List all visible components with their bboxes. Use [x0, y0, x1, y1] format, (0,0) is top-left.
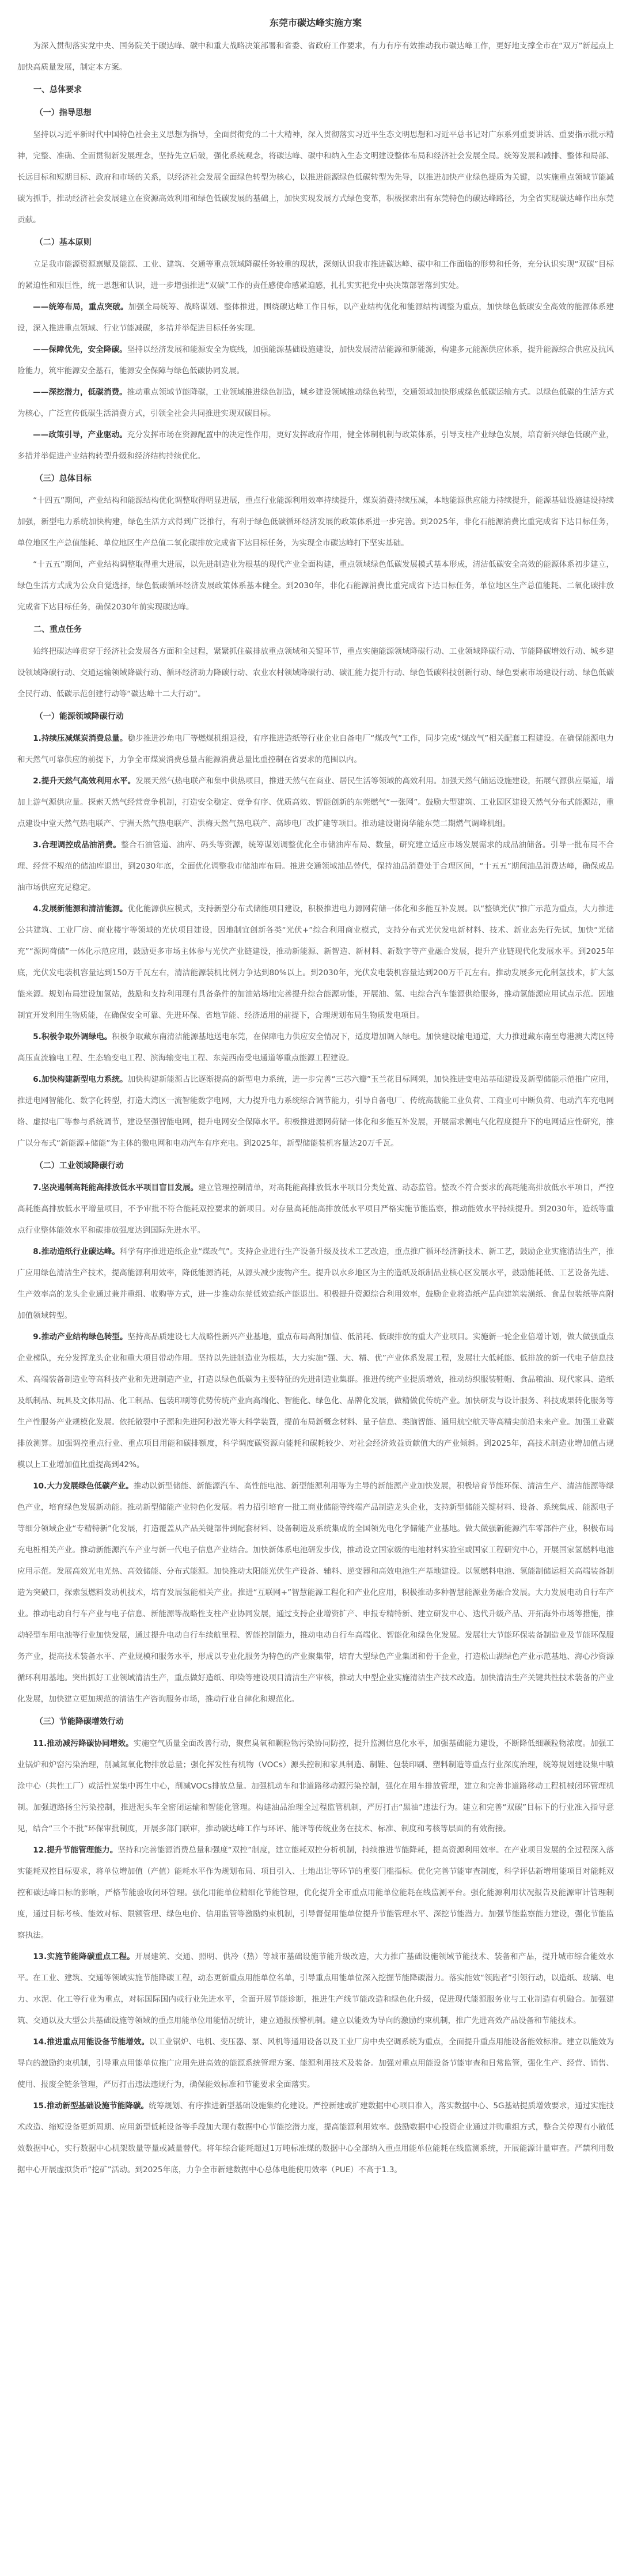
task-text: 推动以新型储能、新能源汽车、高性能电池、新型能源利用等为主导的新能源产业加快发展，积极培育节能环保、清洁生产、清洁能源等绿色产业，培育绿色发展新动能。推动新型储能产业特色化发展。着力招引培育一批工商业储能等终端产品制造龙头企业，支持新型储能关键材料、设备、系统集成、能源电子等细分领域企业“专精特新”化发展，打造覆盖从产品关键部件到配套材料、设备制造及系统集成的全国领先电化学储能产业基地。做大做强新能源汽车零部件产业，积极布局充电桩相关产业。推动新能源汽车产业与新一代电子信息产业结合。加快新体系电池研发步伐，推动设立国家级的电池材料实验室或国家工程研究中心，开展国家氢燃料电池应用示范。发展高效光电光热、高效储能、分布式能源。加快推动太阳能光伏生产设备、辅料、逆变器和高效电池生产基地建设。以氢燃料电池、氢能制储运相关高端装备制造为突破口，探索氢燃料发动机技术，培育发展氢能相关产业。推进“互联网+”智慧能源工程化和产业化应用，积极推动多种智慧能源业务融合发展。大力发展电动自行车产业。推动电动自行车产业与电子信息、新能源等战略性支柱产业协同发展，通过支持企业增资扩产、申报专精特新、建立研发中心、迭代升级产品、开拓海外市场等措施，推动轻型车用电池等行业加快发展，通过提升电动自行车续航里程、智能控制能力，推动电动自行车高端化、智能化和绿色化发展。发展壮大节能环保装备制造业及节能环保服务产业，提高技术装备水平、产业规模和服务水平，形成以专业化服务为特色的产业聚集带，培育大型绿色产业集团和骨干企业，打造松山湖绿色产业示范基地、海心沙资源循环利用基地。突出抓好工业领域清洁生产，重点做好造纸、印染等建设项目清洁生产审核，推动大中型企业实施清洁生产技术改造。加快清洁生产关键共性技术装备的产业化发展，加快建立更加规范的清洁生产咨询服务市场，推动行业自律化和规范化。 — [17, 1482, 614, 1704]
task-lead: 5.积极争取外调绿电。 — [33, 1032, 112, 1041]
principle-lead: ——统筹布局，重点突破。 — [33, 302, 128, 312]
task-lead: 12.提升节能管理能力。 — [33, 1846, 118, 1855]
task-text: 坚持高品质建设七大战略性新兴产业基地，重点布局高附加值、低消耗、低碳排放的重大产业项目。实施新一轮企业倍增计划，做大做强重点企业梯队，充分发挥龙头企业和重大项目带动作用。坚持以先进制造业为根基，大力实施“强、大、精、优”产业体系发展工程，发展壮大低耗能、低排放的新一代电子信息技术、高端装备制造业等高科技产业和先进制造产业，打造以绿色低碳为主要特征的先进制造业集群。推进传统产业提质增效，推动纺织服装鞋帽、食品粮油、现代家具、造纸及纸制品、玩具及文体用品、化工制品、包装印刷等优势传统产业向高端化、智能化、绿色化、品牌化发展，做精做优传统产业。加快研发与设计服务、科技成果转化服务等生产性服务产业规模化发展。依托散裂中子源和先进阿秒激光等大科学装置，提前布局新概念材料、量子信息、类脑智能、通用航空航天等高精尖前沿未来产业。加强工业碳排放测算。加强调控重点行业、重点项目用能和碳排额度，科学调度碳资源向能耗和碳耗较少、对社会经济效益贡献值大的产业倾斜。到2025年，高技术制造业增加值占规模以上工业增加值比重提高到42%。 — [17, 1332, 615, 1469]
task-text: 科学有序推进造纸企业“煤改气”。支持企业进行生产设备升级及技术工艺改造，重点推广循环经济新技术、新工艺，鼓励企业实施清洁生产，推广应用绿色清洁生产技术，提高能源利用效率，降低能源消耗，从源头减少废物产生。提升以水乡地区为主的造纸及纸制品业核心区发展水平，鼓励能耗低、工艺设备先进、生产效率高的龙头企业通过兼并重组、收购等方式，进一步推动东莞低效造纸产能退出。积极提升资源综合利用效率，鼓励企业将造纸产品向建筑装潢纸、食品包装纸等高附加值领域转型。 — [17, 1247, 614, 1320]
principle-text: 推动重点领域节能降碳，工业领域推进绿色制造，城乡建设领域推动绿色转型，交通领域加快形成绿色低碳运输方式。以绿色低碳的生活方式为核心，广泛宣传低碳生活消费方式，引领全社会共同推进实现双碳目标。 — [17, 388, 615, 418]
task-lead: 8.推动造纸行业碳达峰。 — [33, 1247, 120, 1256]
task-text: 坚持和完善能源消费总量和强度“双控”制度，建立能耗双控分析机制，持续推进节能降耗，提高资源利用效率。在产业项目发展的全过程深入落实能耗双控目标要求，将单位增加值（产值）能耗水平作为规划布局、项目引入、土地出让等环节的重要门槛指标。优化完善节能审查制度，科学评估新增用能项目对能耗双控和碳达峰目标的影响，严格节能验收闭环管理。强化用能单位精细化节能管理，优化提升全市重点用能单位能耗在线监测平台。强化能源利用状况报告及能源审计管理制度，通过目标考核、能效对标、限额管理、绿色电价、信用监管等激励约束机制，引导督促用能单位提升节能管理水平、深挖节能潜力。加强节能监察能力建设，强化节能监察执法。 — [17, 1846, 614, 1940]
goals-14th-five-year-paragraph: “十四五”期间，产业结构和能源结构优化调整取得明显进展，重点行业能源利用效率持续提升，煤炭消费持续压减，本地能源供应能力持续提升，能源基础设施建设持续加强，新型电力系统加快构建，绿色生活方式得到广泛推行，有利于绿色低碳循环经济发展的政策体系进一步完善。到2025年，非化石能源消费比重完成省下达目标任务，单位地区生产总值能耗、单位地区生产总值二氧化碳排放完成省下达目标任务，为实现全市碳达峰打下坚实基础。 — [17, 496, 614, 548]
section-heading-general-requirements: 一、总体要求 — [33, 85, 82, 94]
task-text: 优化能源供应模式，支持新型分布式储能项目建设，积极推进电力源网荷储一体化和多能互补发展。以“整镇光伏”推广示范为重点，大力推进公共建筑、工业厂房、商业楼宇等领域的光伏项目建设，因地制宜创新各类“光伏+”综合利用商业模式，支持分布式光伏发电新材料、技术、新业态先行先试，加快“光储充”“源网荷储”一体化示范应用，鼓励更多市场主体参与光伏产业链建设，推动新能源、新智造、新材料、新数字等产业融合发展，提升产业链现代化发展水平。到2025年底，光伏发电装机容量达到150万千瓦左右，清洁能源装机比例力争达到80%以上。到2030年，光伏发电装机容量达到200万千瓦左右。推动发展多元化制氢技术，扩大氢能来源。规划布局建设加氢站，鼓励和支持利用现有具备条件的加油站场地完善提升综合能源功能，开展油、氢、电综合汽车能源供给服务，推动氢能源应用试点示范。因地制宜开发利用生物质能，在确保安全可靠、先进环保、省地节能、经济适用的前提下，合理规划布局生物质发电项目。 — [17, 904, 614, 1020]
task-item — [17, 2096, 614, 2181]
intro-paragraph: 为深入贯彻落实党中央、国务院关于碳达峰、碳中和重大战略决策部署和省委、省政府工作要求，有力有序有效推动我市碳达峰工作，更好地支撑全市在“双万”新起点上加快高质量发展，制定本方案。 — [17, 41, 614, 72]
task-lead: 1.持续压减煤炭消费总量。 — [33, 734, 128, 743]
subsection-heading-overall-goals: （三）总体目标 — [35, 474, 92, 483]
principle-text: 充分发挥市场在资源配置中的决定性作用，更好发挥政府作用，健全体制机制与政策体系，引导支柱产业绿色发展，培育新兴绿色低碳产业，多措并举促进产业结构转型升级和经济结构持续优化。 — [17, 430, 615, 461]
task-item — [17, 1241, 614, 1327]
task-lead: 4.发展新能源和清洁能源。 — [33, 904, 128, 914]
task-text: 积极争取藏东南清洁能源基地送电东莞，在保障电力供应安全情况下，适度增加调入绿电。加快建设输电通道，大力推进藏东南至粤港澳大湾区特高压直流输电工程、生态输变电工程、滨海输变电工程、东莞西南受电通道等重点能源工程建设。 — [17, 1032, 614, 1063]
key-tasks-intro-paragraph: 始终把碳达峰贯穿于经济社会发展各方面和全过程，紧紧抓住碳排放重点领域和关键环节，重点实施能源领域降碳行动、工业领域降碳行动、节能降碳增效行动、城乡建设领域降碳行动、交通运输领域降碳行动、循环经济助力降碳行动、农业农村领域降碳行动、碳汇能力提升行动、绿色低碳科技创新行动、绿色要素市场建设行动、绿色低碳全民行动、低碳示范创建行动等“碳达峰十二大行动”。 — [17, 647, 614, 699]
subsection-heading-industrial-sector: （二）工业领域降碳行动 — [35, 1161, 124, 1170]
task-lead: 11.推动减污降碳协同增效。 — [33, 1739, 134, 1748]
task-lead: 6.加快构建新型电力系统。 — [33, 1075, 128, 1084]
task-lead: 2.提升天然气高效利用水平。 — [33, 776, 136, 786]
task-lead: 13.实施节能降碳重点工程。 — [33, 1952, 135, 1961]
task-item — [17, 2032, 614, 2096]
task-item — [17, 1733, 614, 1840]
subsection-heading-basic-principles: （二）基本原则 — [35, 238, 92, 247]
principle-item — [17, 297, 614, 339]
principle-text: 坚持以经济发展和能源安全为底线，加强能源基础设施建设，加快发展清洁能源和新能源，构建多元能源供应体系，提升能源综合供应及抗风险能力，筑牢能源安全基石，能源安全保障与绿色低碳协同发展。 — [17, 345, 615, 376]
task-text: 发展天然气热电联产和集中供热项目，推进天然气在商业、居民生活等领域的高效利用。加强天然气储运设施建设，拓展气源供应渠道，增加上游气源供应量。探索天然气经营竞争机制，打造安全稳定、竞争有序、优质高效、智能创新的东莞燃气“一张网”。鼓励大型建筑、工业园区建设天然气分布式能源站，重点建设中堂天然气热电联产、宁洲天然气热电联产、洪梅天然气热电联产、高埗电厂改扩建等项目。推动建设谢岗华能东莞二期燃气调峰机组。 — [17, 776, 614, 828]
principle-item — [17, 425, 614, 467]
basic-principles-paragraph: 立足我市能源资源禀赋及能源、工业、建筑、交通等重点领域降碳任务较重的现状，深刻认识我市推进碳达峰、碳中和工作面临的形势和任务，充分认识实现“双碳”目标的紧迫性和艰巨性，统一思想和认识，进一步增强推进“双碳”工作的责任感使命感紧迫感，扎扎实实把党中央决策部署落到实处。 — [17, 260, 614, 290]
task-lead: 10.大力发展绿色低碳产业。 — [33, 1482, 134, 1491]
principle-lead: ——深挖潜力，低碳消费。 — [33, 388, 127, 397]
task-text: 统筹规划、有序推进新型基础设施集约化建设。严控新建或扩建数据中心项目准入，落实数据中心、5G基站提质增效要求，通过实施技术改造、缩短设备更新周期、应用新型低耗设备等手段加大现有数据中心节能挖潜力度，提高能源利用效率。鼓励数据中心投资企业通过并购重组方式，整合关停现有小散低效数据中心，实行数据中心机架数量等量或减量替代。将年综合能耗超过1万吨标准煤的数据中心全部纳入重点用能单位能耗在线监测系统，开展能源计量审查。严禁利用数据中心开展虚拟货币“挖矿”活动。到2025年底，力争全市新建数据中心总体电能使用效率（PUE）不高于1.3。 — [17, 2101, 614, 2175]
task-item — [17, 1069, 614, 1154]
task-text: 实施空气质量全面改善行动，聚焦臭氧和颗粒物污染协同防控，提升监测信息化水平，加强基础能力建设，不断降低细颗粒物浓度。加强工业锅炉和炉窑污染治理，削减氮氧化物排放总量；强化挥发性有机物（VOCs）源头控制和家具制造、制鞋、包装印刷、塑料制造等重点行业深度治理，统筹规划建设集中喷涂中心（共性工厂）或活性炭集中再生中心，削减VOCs排放总量。加强机动车和非道路移动源污染控制，强化在用车排放管理，建立和完善非道路移动工程机械闭环管理机制。加强道路扬尘污染控制，推进泥头车全密闭运输和智能化管理。构建油品治理全过程监管机制，严厉打击“黑油”违法行为。建立和完善“双碳”目标下的行业准入指导意见，结合“三个不批”环保审批制度，开展多部门联审，推动碳达峰工作与环评、能评等传统业务在技术、标准、制度和考核等层面的有效衔接。 — [17, 1739, 614, 1833]
task-item — [17, 728, 614, 771]
task-lead: 7.坚决遏制高耗能高排放低水平项目盲目发展。 — [33, 1183, 199, 1192]
task-text: 开展建筑、交通、照明、供冷（热）等城市基础设施节能升级改造，大力推广基础设施领域节能技术、装备和产品，提升城市综合能效水平。在工业、建筑、交通等领域实施节能降碳工程，动态更新重点用能单位名单，引导重点用能单位深入挖掘节能降碳潜力。落实能效“领跑者”引领行动，以造纸、玻璃、电力、水泥、化工等行业为重点，对标国际国内或行业先进水平，全面开展节能诊断，推进生产线节能改造和绿色化升级，促进现代能源服务业与工业制造有机融合。加强建筑、交通以及大型公共基础设施等领域的重点用能单位用能情况统计，建立通报预警机制。建立以能效为导向的激励约束机制，推广先进高效产品设备和节能技术。 — [17, 1952, 614, 2025]
task-item — [17, 1026, 614, 1069]
task-item — [17, 1327, 614, 1476]
task-lead: 14.推进重点用能设备节能增效。 — [33, 2037, 150, 2047]
task-item — [17, 771, 614, 835]
task-item — [17, 1840, 614, 1946]
task-lead: 9.推动产业结构绿色转型。 — [33, 1332, 128, 1342]
task-item — [17, 899, 614, 1026]
section-heading-key-tasks: 二、重点任务 — [33, 625, 82, 634]
principle-lead: ——保障优先，安全降碳。 — [33, 345, 127, 354]
document-title: 东莞市碳达峰实施方案 — [269, 17, 362, 28]
principle-text: 加强全局统筹、战略谋划、整体推进，围绕碳达峰工作目标，以产业结构优化和能源结构调整为重点，加快绿色低碳安全高效的能源体系建设，深入推进重点领域、行业节能减碳，多措并举促进目标任务实现。 — [17, 302, 615, 333]
goals-15th-five-year-paragraph: “十五五”期间，产业结构调整取得重大进展，以先进制造业为根基的现代产业全面构建，重点领域绿色低碳发展模式基本形成，清洁低碳安全高效的能源体系初步建立，绿色生活方式成为公众自觉选择，绿色低碳循环经济发展政策体系基本健全。到2030年，非化石能源消费比重完成省下达目标任务，单位地区生产总值能耗、二氧化碳排放完成省下达目标任务，确保2030年前实现碳达峰。 — [17, 560, 614, 612]
task-lead: 15.推动新型基础设施节能降碳。 — [33, 2101, 149, 2111]
task-text: 整合石油管道、油库、码头等资源，统筹谋划调整优化全市储油库布局、数量，研究建立适应市场发展需求的成品油储备。引导一批布局不合理、经营不规范的储油库退出，到2030年底，全面优化调整我市储油库布局。推进交通领域油品替代，保持油品消费处于合理区间，“十五五”期间油品消费达峰，确保成品油市场供应充足稳定。 — [17, 840, 614, 892]
principle-item — [17, 339, 614, 382]
task-text: 建立管理控制清单，对高耗能高排放低水平项目分类处置、动态监管。整改不符合要求的高耗能高排放低水平项目，严控高耗能高排放低水平增量项目，不予审批不符合能耗双控要求的新项目。对存量高耗能高排放低水平项目严格实施节能监察，推动能效水平持续提升。到2030年，造纸等重点行业整体能效水平和碳排放强度达到国际先进水平。 — [17, 1183, 614, 1235]
task-item — [17, 1476, 614, 1710]
subsection-heading-energy-sector: （一）能源领域降碳行动 — [35, 712, 124, 721]
guiding-ideology-paragraph: 坚持以习近平新时代中国特色社会主义思想为指导，全面贯彻党的二十大精神，深入贯彻落实习近平生态文明思想和习近平总书记对广东系列重要讲话、重要指示批示精神，完整、准确、全面贯彻新发展理念，坚持先立后破，强化系统观念，将碳达峰、碳中和纳入生态文明建设整体布局和经济社会发展全局。统筹发展和减排、整体和局部、长远目标和短期目标、政府和市场的关系，以经济社会发展全面绿色转型为核心，以推进能源绿色低碳转型为先导，以推进加快产业绿色提质为关键，以实施重点领域节能减碳为抓手，推动经济社会发展建立在资源高效利用和绿色低碳发展的基础上，加快实现发展方式绿色变革，积极探索出有东莞特色的碳达峰路径，为全省实现碳达峰作出东莞贡献。 — [17, 130, 614, 225]
task-item — [17, 835, 614, 899]
principle-lead: ——政策引导，产业驱动。 — [33, 430, 127, 440]
task-item — [17, 1177, 614, 1241]
task-text: 稳步推进沙角电厂等燃煤机组退役，有序推进造纸等行业企业自备电厂“煤改气”工作，同步完成“煤改气”相关配套工程建设。在确保能源电力和天然气可靠供应的前提下，力争全市煤炭消费总量占能源消费总量比重控制在省要求的范围以内。 — [17, 734, 614, 764]
principle-item — [17, 382, 614, 425]
task-text: 加快构建新能源占比逐渐提高的新型电力系统，进一步完善“三芯六瓣”玉兰花目标网架，加快推进变电站基础建设及新型储能示范推广应用，推进电网智能化、数字化转型，打造大湾区一流智能数字电网，大力提升电力系统综合调节能力，引导自备电厂、传统高载能工业负荷、工商业可中断负荷、电动汽车充电网络、虚拟电厂等参与系统调节，建设坚强智能电网，提升电网安全保障水平。积极推进源网荷储一体化和多能互补发展，开展需求侧电气化程度提升下的电网适应性研究，推广以分布式“新能源+储能”为主体的微电网和电动汽车有序充电。到2025年，新型储能装机容量达20万千瓦。 — [17, 1075, 614, 1148]
subsection-heading-guiding-ideology: （一）指导思想 — [35, 108, 92, 118]
task-lead: 3.合理调控成品油消费。 — [33, 840, 122, 850]
subsection-heading-energy-efficiency: （三）节能降碳增效行动 — [35, 1717, 124, 1726]
task-text: 以工业锅炉、电机、变压器、泵、风机等通用设备以及工业厂房中央空调系统为重点，全面提升重点用能设备能效标准。建立以能效为导向的激励约束机制，引导重点用能单位推广应用先进高效的能源系统管理方案、能源利用技术及装备。加强对重点用能设备节能审查和日常监管，强化生产、经营、销售、使用、报废全链条管理，严厉打击违法违规行为，确保能效标准和节能要求全面落实。 — [17, 2037, 614, 2089]
task-item — [17, 1946, 614, 2032]
